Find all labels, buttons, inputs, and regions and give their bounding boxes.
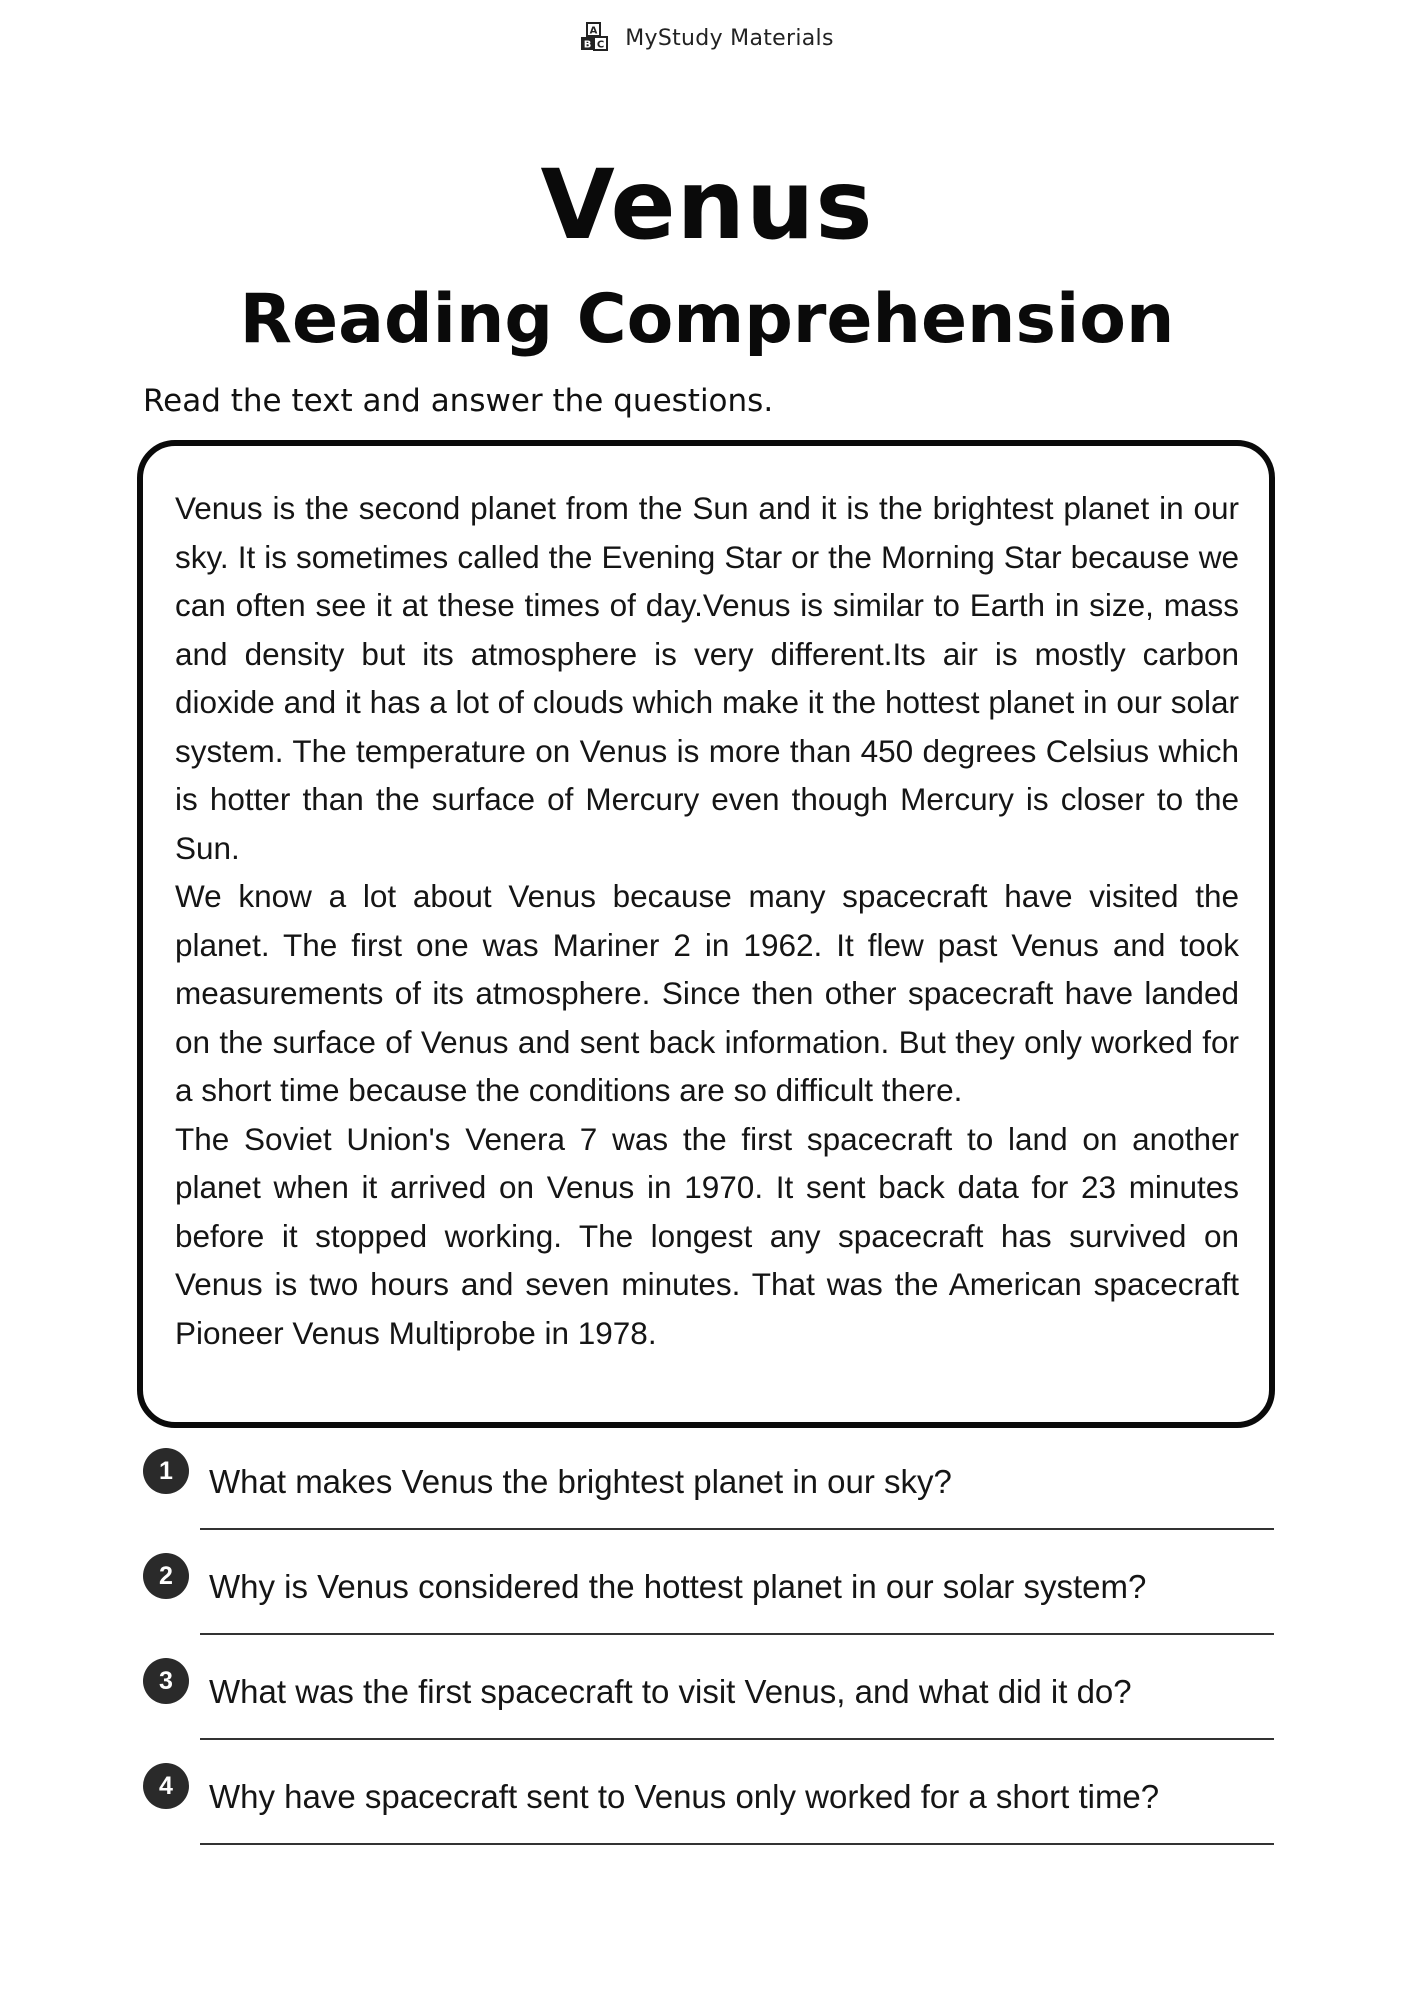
- reading-passage-box: [137, 440, 1275, 1428]
- passage-paragraph-1: Venus is the second planet from the Sun and it is the brightest planet in our sky. It is sometimes called the Evening Star or the Morning Star because we can often see it at these times of day.Venus is similar to Earth in size, mass and density but its atmosphere is very different.Its air is mostly carbon dioxide and it has a lot of clouds which make it the hottest planet in our solar system. The temperature on Venus is more than 450 degrees Celsius which is hotter than the surface of Mercury even though Mercury is closer to the Sun.: [175, 490, 1239, 866]
- question-list: [143, 1448, 1275, 1868]
- page-subtitle: Reading Comprehension: [239, 280, 1175, 359]
- question-number-badge: 4: [143, 1763, 189, 1809]
- passage-paragraph-2: We know a lot about Venus because many spacecraft have visited the planet. The first one was Mariner 2 in 1962. It flew past Venus and took measurements of its atmosphere. Since then other spacecraft have landed on the surface of Venus and sent back information. But they only worked for a short time because the conditions are so difficult there.: [175, 878, 1239, 1108]
- question-item-2: [143, 1553, 1275, 1658]
- question-item-3: [143, 1658, 1275, 1763]
- question-number-badge: 3: [143, 1658, 189, 1704]
- question-number-badge: 2: [143, 1553, 189, 1599]
- brand-header: [0, 24, 1414, 54]
- svg-text:B: B: [583, 39, 592, 51]
- abc-blocks-icon: [580, 22, 608, 52]
- question-text: Why have spacecraft sent to Venus only worked for a short time?: [209, 1778, 1160, 1815]
- answer-line[interactable]: [200, 1528, 1274, 1530]
- question-text: What makes Venus the brightest planet in our sky?: [209, 1463, 952, 1500]
- question-text: What was the first spacecraft to visit Venus, and what did it do?: [209, 1673, 1132, 1710]
- question-item-4: [143, 1763, 1275, 1868]
- answer-line[interactable]: [200, 1843, 1274, 1845]
- instructions-text: Read the text and answer the questions.: [143, 383, 774, 419]
- brand-name: MyStudy Materials: [625, 26, 834, 51]
- answer-line[interactable]: [200, 1738, 1274, 1740]
- passage-paragraph-3: The Soviet Union's Venera 7 was the first spacecraft to land on another planet when it arrived on Venus in 1970. It sent back data for 23 minutes before it stopped working. The longest any spacecraft has survived on Venus is two hours and seven minutes. That was the American spacecraft Pioneer Venus Multiprobe in 1978.: [175, 1120, 1239, 1351]
- question-item-1: [143, 1448, 1275, 1553]
- question-text: Why is Venus considered the hottest planet in our solar system?: [209, 1568, 1147, 1605]
- page-title: Venus: [540, 149, 874, 261]
- svg-text:C: C: [597, 39, 605, 51]
- question-number-badge: 1: [143, 1448, 189, 1494]
- svg-text:A: A: [589, 25, 598, 37]
- answer-line[interactable]: [200, 1633, 1274, 1635]
